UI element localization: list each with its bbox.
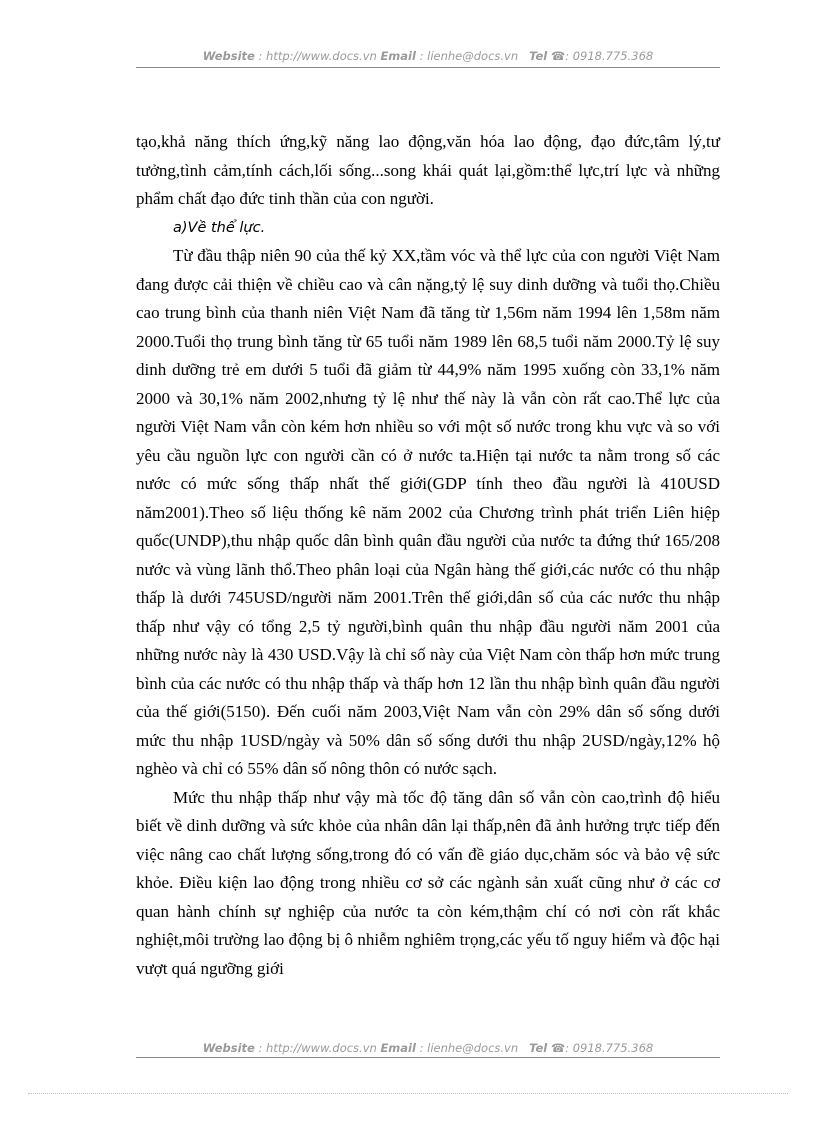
header-tel-label: Tel	[529, 49, 548, 63]
page-header	[136, 49, 720, 63]
page-bottom-dotted-divider	[28, 1093, 788, 1094]
footer-divider	[136, 1057, 720, 1058]
footer-tel-label: Tel	[529, 1041, 548, 1055]
footer-website-label: Website	[202, 1041, 255, 1055]
footer-website-url[interactable]: : http://www.docs.vn	[254, 1041, 377, 1055]
header-email-address[interactable]: : lienhe@docs.vn	[415, 49, 519, 63]
section-subheading: a)Về thể lực.	[173, 219, 266, 236]
page-footer	[136, 1041, 720, 1055]
document-body	[136, 128, 720, 983]
paragraph-3: Mức thu nhập thấp như vậy mà tốc độ tăng dân số vẫn còn cao,trình độ hiểu biết về dinh dưỡng và sức khỏe của nhân dân lại thấp,nên đã ảnh hưởng trực tiếp đến việc nâng cao chất lượng sống,trong đó có vấn đề giáo dục,chăm sóc và bảo vệ sức khỏe. Điều kiện lao động trong nhiều cơ sở các ngành sản xuất cũng như ở các cơ quan hành chính sự nghiệp của nước ta còn kém,thậm chí có nơi còn rất khắc nghiệt,môi trường lao động bị ô nhiễm nghiêm trọng,các yếu tố nguy hiểm và độc hại vượt quá ngưỡng giới	[136, 787, 720, 978]
phone-icon: ☎	[550, 49, 566, 63]
footer-email-label: Email	[380, 1041, 416, 1055]
header-email-label: Email	[380, 49, 416, 63]
phone-icon: ☎	[550, 1041, 566, 1055]
header-tel-number: : 0918.775.368	[565, 49, 654, 63]
header-divider	[136, 67, 720, 68]
footer-tel-number: : 0918.775.368	[565, 1041, 654, 1055]
header-website-label: Website	[202, 49, 255, 63]
footer-email-address[interactable]: : lienhe@docs.vn	[415, 1041, 519, 1055]
paragraph-1: tạo,khả năng thích ứng,kỹ năng lao động,văn hóa lao động, đạo đức,tâm lý,tư tưởng,tình cảm,tính cách,lối sống...song khái quát lại,gồm:thể lực,trí lực và những phẩm chất đạo đức tinh thần của con người.	[136, 132, 720, 208]
header-website-url[interactable]: : http://www.docs.vn	[254, 49, 377, 63]
paragraph-2: Từ đầu thập niên 90 của thế kỷ XX,tầm vóc và thể lực của con người Việt Nam đang được cải thiện về chiều cao và cân nặng,tỷ lệ suy dinh dưỡng và tuổi thọ.Chiều cao trung bình của thanh niên Việt Nam đã tăng từ 1,56m năm 1994 lên 1,58m năm 2000.Tuổi thọ trung bình tăng từ 65 tuổi năm 1989 lên 68,5 tuổi năm 2000.Tỷ lệ suy dinh dưỡng trẻ em dưới 5 tuổi đã giảm từ 44,9% năm 1995 xuống còn 33,1% năm 2000 và 30,1% năm 2002,nhưng tỷ lệ như thế này là vẫn còn rất cao.Thể lực của người Việt Nam vẫn còn kém hơn nhiều so với một số nước trong khu vực và so với yêu cầu nguồn lực con người cần có ở nước ta.Hiện tại nước ta nằm trong số các nước có mức sống thấp nhất thế giới(GDP tính theo đầu người là 410USD năm2001).Theo số liệu thống kê năm 2002 của Chương trình phát triển Liên hiệp quốc(UNDP),thu nhập quốc dân bình quân đầu người của nước ta đứng thứ 165/208 nước và vùng lãnh thổ.Theo phân loại của Ngân hàng thế giới,các nước có thu nhập thấp là dưới 745USD/người năm 2001.Trên thế giới,dân số của các nước thu nhập thấp như vậy có tổng 2,5 tỷ người,bình quân thu nhập đầu người năm 2001 của những nước này là 430 USD.Vậy là chỉ số này của Việt Nam còn thấp hơn mức trung bình của các nước có thu nhập thấp và thấp hơn 12 lần thu nhập bình quân đầu người của thế giới(5150). Đến cuối năm 2003,Việt Nam vẫn còn 29% dân số sống dưới mức thu nhập 1USD/ngày và 50% dân số sống dưới thu nhập 2USD/ngày,12% hộ nghèo và chỉ có 55% dân số nông thôn có nước sạch.	[136, 246, 720, 778]
